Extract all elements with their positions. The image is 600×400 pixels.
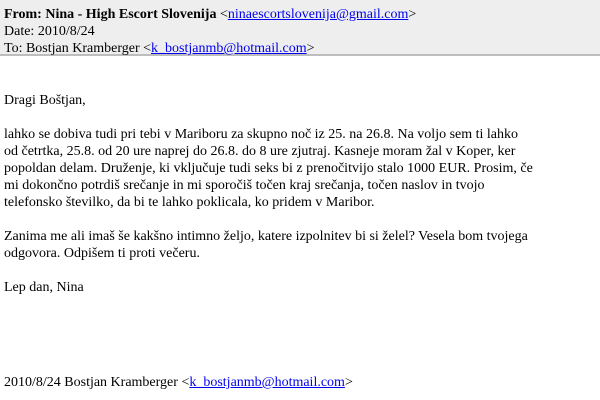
date-value: 2010/8/24	[37, 24, 95, 39]
body-line: od četrtka, 25.8. od 20 ure naprej do 26.8. do 8 ure zjutraj. Kasneje moram žal v Koper, ker	[4, 144, 516, 159]
body-line: lahko se dobiva tudi pri tebi v Mariboru za skupno noč iz 25. na 26.8. Na voljo sem ti lahko	[4, 127, 519, 142]
to-line	[4, 40, 600, 57]
quote-name: Bostjan Kramberger	[64, 375, 178, 390]
email-body	[4, 92, 594, 313]
quote-email-link[interactable]: k_bostjanmb@hotmail.com	[189, 375, 345, 390]
recipient-email-link[interactable]: k_bostjanmb@hotmail.com	[151, 41, 307, 56]
from-label: From:	[4, 7, 42, 22]
quote-bracket-open: <	[177, 375, 190, 390]
quote-date: 2010/8/24	[4, 375, 61, 390]
body-line: odgovora. Odpišem ti proti večeru.	[4, 246, 200, 261]
to-bracket-close: >	[306, 41, 315, 56]
recipient-name: Bostjan Kramberger	[25, 41, 140, 56]
date-label: Date:	[4, 24, 35, 39]
sender-email-link[interactable]: ninaescortslovenija@gmail.com	[227, 7, 409, 22]
from-bracket-close: >	[408, 7, 417, 22]
body-line: mi dokončno potrdiš srečanje in mi sporočiš točen kraj srečanja, točen naslov in tvojo	[4, 178, 485, 193]
greeting	[4, 92, 594, 109]
from-bracket-open: <	[216, 7, 228, 22]
quoted-reply-line	[4, 374, 353, 391]
sender-name: Nina - High Escort Slovenija	[45, 7, 217, 22]
body-line: Zanima me ali imaš še kakšno intimno željo, katere izpolnitev bi si želel? Vesela bom tvojega	[4, 229, 528, 244]
body-line: popoldan delam. Druženje, ki vključuje tudi seks bi z prenočitvijo stalo 1000 EUR. Prosim, če	[4, 161, 533, 176]
email-header	[0, 0, 600, 56]
to-bracket-open: <	[139, 41, 152, 56]
signoff-text: Lep dan, Nina	[4, 280, 84, 295]
body-line: telefonsko številko, da bi te lahko poklicala, ko pridem v Maribor.	[4, 195, 375, 210]
date-line	[4, 23, 600, 40]
to-label: To:	[4, 41, 23, 56]
body-paragraph-1	[4, 126, 594, 211]
greeting-text: Dragi Boštjan,	[4, 93, 86, 108]
quote-bracket-close: >	[344, 375, 353, 390]
signoff	[4, 279, 594, 296]
body-paragraph-2	[4, 228, 594, 262]
from-line	[4, 6, 600, 23]
